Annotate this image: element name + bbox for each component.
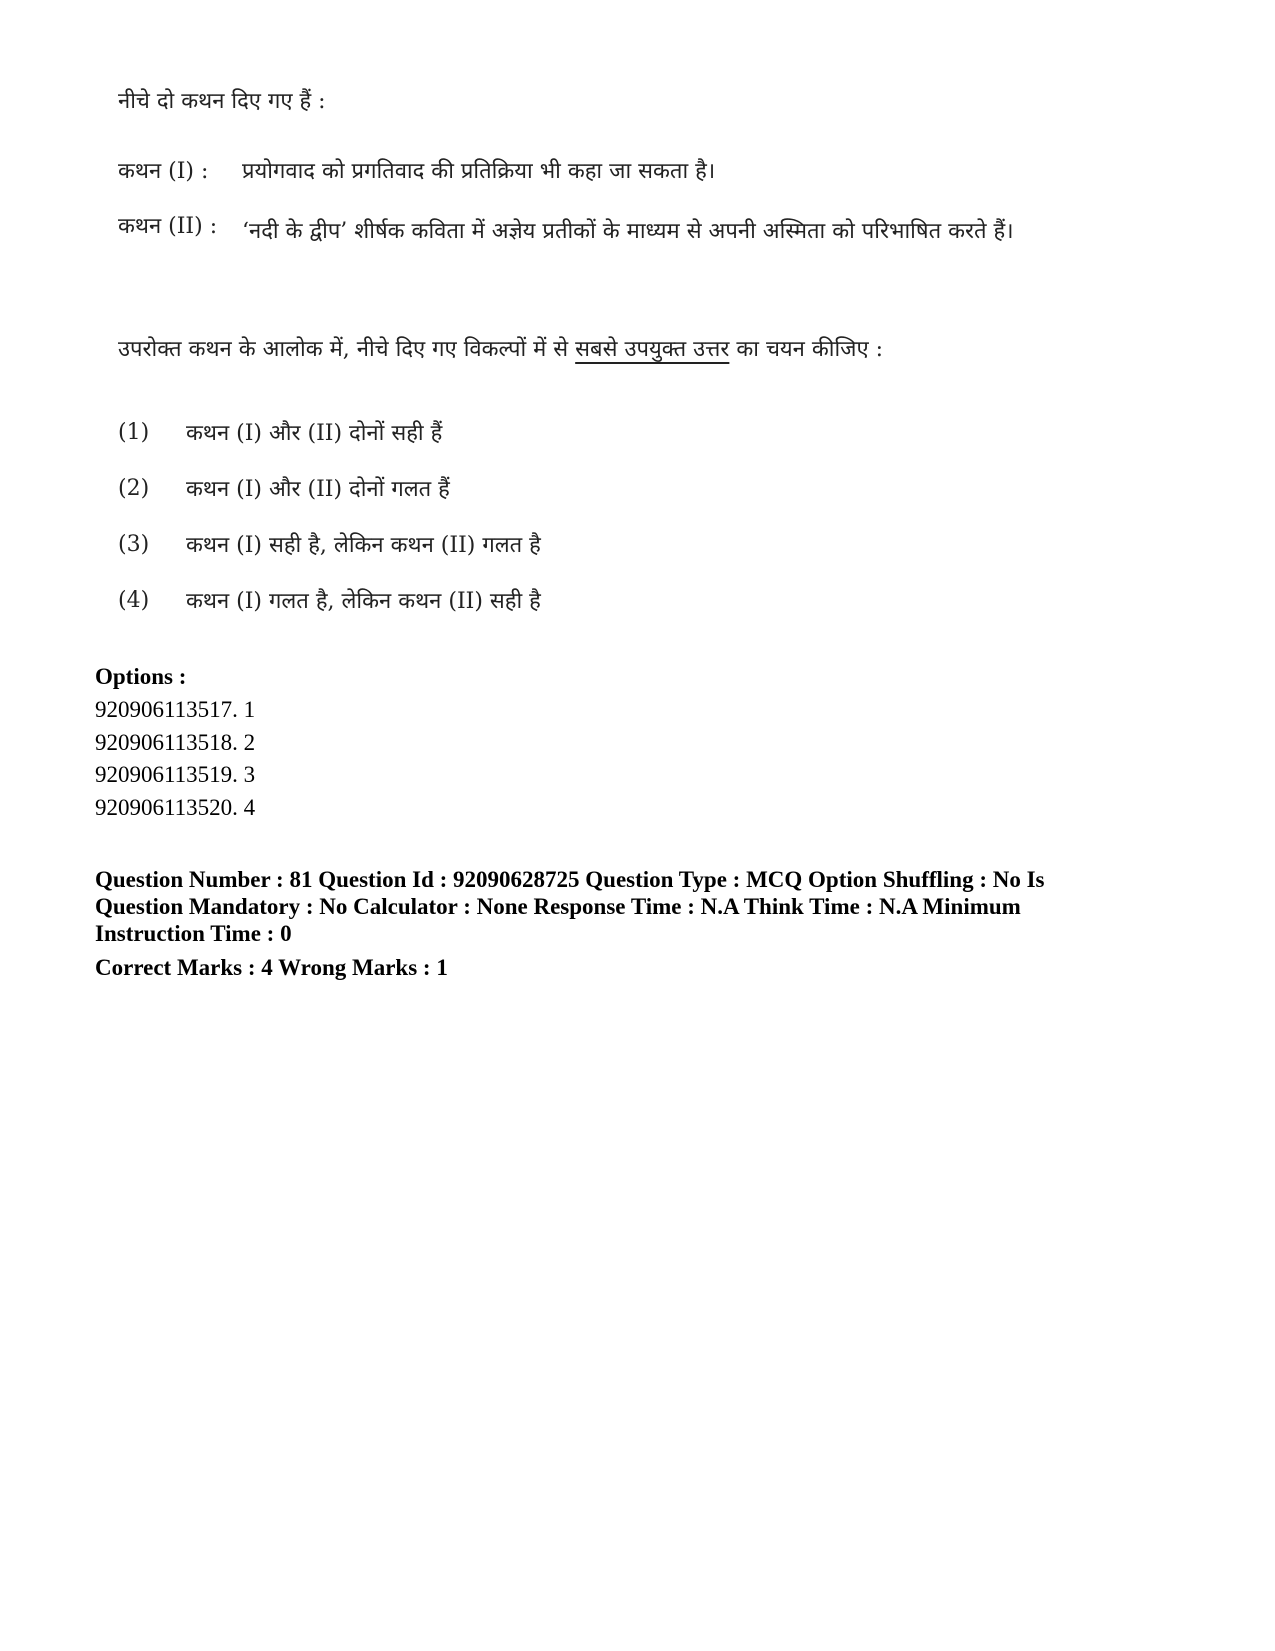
- statement-2-text: ‘नदी के द्वीप’ शीर्षक कविता में अज्ञेय प्रतीकों के माध्यम से अपनी अस्मिता को परिभाषित करते हैं।: [242, 219, 1014, 244]
- question-instruction: [118, 330, 1078, 370]
- choice-2: [118, 460, 1018, 516]
- statement-2-label: कथन (II) :: [118, 214, 218, 239]
- question-info: [95, 866, 1095, 947]
- choice-text: कथन (I) सही है, लेकिन कथन (II) गलत है: [186, 533, 541, 558]
- choice-number: (4): [118, 587, 150, 613]
- statement-1: [118, 150, 1078, 194]
- instruction-after: का चयन कीजिए :: [729, 337, 884, 362]
- answer-choices: [118, 404, 1018, 628]
- choice-1: [118, 404, 1018, 460]
- statement-1-text: प्रयोगवाद को प्रगतिवाद की प्रतिक्रिया भी कहा जा सकता है।: [242, 159, 716, 184]
- question-info-line-3: Instruction Time : 0: [95, 921, 292, 946]
- option-id-row: 920906113519. 3: [95, 762, 256, 787]
- option-id-row: 920906113518. 2: [95, 729, 256, 755]
- options-heading: Options :: [95, 664, 187, 689]
- choice-number: (1): [118, 419, 150, 445]
- choice-number: (3): [118, 531, 150, 557]
- instruction-emphasis: सबसे उपयुक्त उत्तर: [575, 337, 730, 362]
- choice-text: कथन (I) गलत है, लेकिन कथन (II) सही है: [186, 589, 541, 614]
- question-image-block: [118, 82, 1078, 614]
- option-id-row: 920906113517. 1: [95, 697, 256, 722]
- marks-info: Correct Marks : 4 Wrong Marks : 1: [95, 955, 448, 980]
- question-metadata: [95, 662, 1195, 980]
- question-info-line-1: Question Number : 81 Question Id : 92090628725 Question Type : MCQ Option Shuffling : No Is: [95, 867, 1045, 892]
- choice-4: [118, 572, 1018, 628]
- choice-number: (2): [118, 475, 150, 501]
- choice-text: कथन (I) और (II) दोनों गलत हैं: [186, 477, 450, 502]
- question-info-line-2: Question Mandatory : No Calculator : None Response Time : N.A Think Time : N.A Minimum: [95, 894, 1021, 919]
- choice-text: कथन (I) और (II) दोनों सही हैं: [186, 421, 443, 446]
- question-intro: नीचे दो कथन दिए गए हैं :: [118, 89, 326, 114]
- option-id-list: [95, 694, 1195, 824]
- option-id-row: 920906113520. 4: [95, 794, 256, 820]
- statement-2: [118, 210, 1078, 254]
- instruction-before: उपरोक्त कथन के आलोक में, नीचे दिए गए विकल्पों में से: [118, 337, 576, 362]
- choice-3: [118, 516, 1018, 572]
- statement-1-label: कथन (I) :: [118, 159, 209, 184]
